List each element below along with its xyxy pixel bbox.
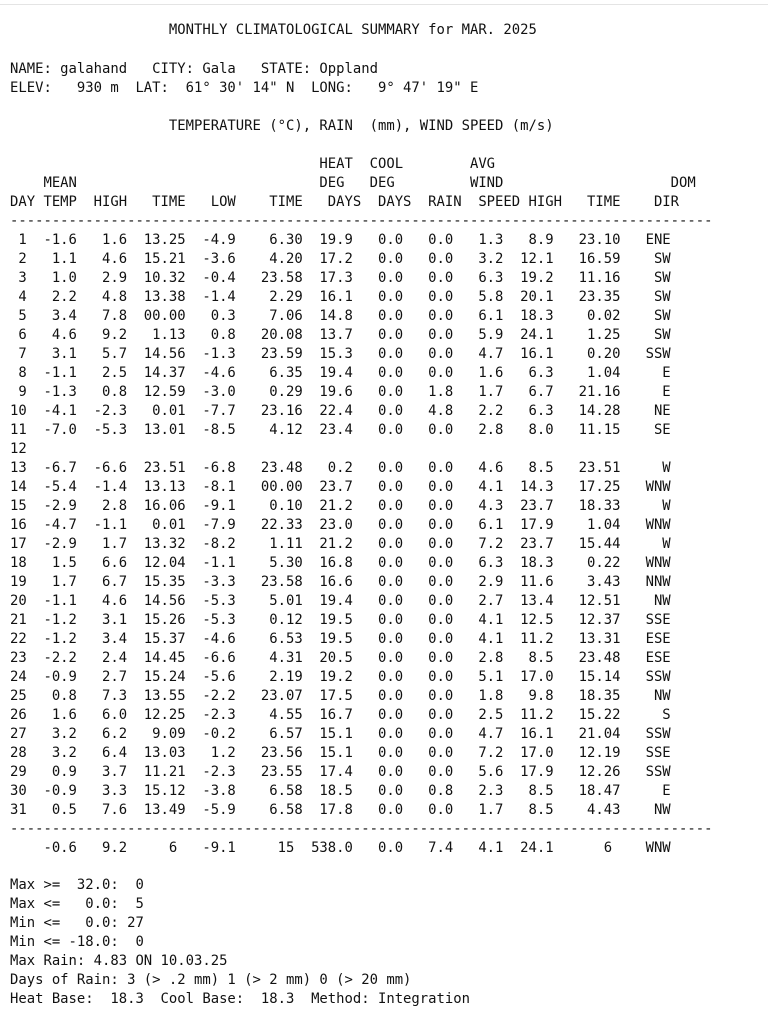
summary-line: Heat Base: 18.3 Cool Base: 18.3 Method: Integration (10, 991, 470, 1007)
table-header-separator: ------------------------------------------------------------------------------------ (10, 213, 713, 229)
table-row: 4 2.2 4.8 13.38 -1.4 2.29 16.1 0.0 0.0 5.8 20.1 23.35 SW (10, 289, 671, 305)
summary-line: Max Rain: 4.83 ON 10.03.25 (10, 953, 228, 969)
table-row: 12 (10, 441, 27, 457)
table-footer-separator: ------------------------------------------------------------------------------------ (10, 821, 713, 837)
table-row: 17 -2.9 1.7 13.32 -8.2 1.11 21.2 0.0 0.0 7.2 23.7 15.44 W (10, 536, 671, 552)
table-row: 14 -5.4 -1.4 13.13 -8.1 00.00 23.7 0.0 0.0 4.1 14.3 17.25 WNW (10, 479, 671, 495)
table-row: 1 -1.6 1.6 13.25 -4.9 6.30 19.9 0.0 0.0 1.3 8.9 23.10 ENE (10, 232, 671, 248)
top-border-rule (0, 0, 768, 5)
summary-block (10, 876, 470, 1009)
table-row: 20 -1.1 4.6 14.56 -5.3 5.01 19.4 0.0 0.0 2.7 13.4 12.51 NW (10, 593, 671, 609)
table-row: 6 4.6 9.2 1.13 0.8 20.08 13.7 0.0 0.0 5.9 24.1 1.25 SW (10, 327, 671, 343)
report-title: MONTHLY CLIMATOLOGICAL SUMMARY for MAR. 2025 (10, 22, 537, 38)
units-line: TEMPERATURE (°C), RAIN (mm), WIND SPEED (m/s) (10, 118, 554, 134)
table-row: 22 -1.2 3.4 15.37 -4.6 6.53 19.5 0.0 0.0 4.1 11.2 13.31 ESE (10, 631, 671, 647)
table-row: 25 0.8 7.3 13.55 -2.2 23.07 17.5 0.0 0.0 1.8 9.8 18.35 NW (10, 688, 671, 704)
table-row: 30 -0.9 3.3 15.12 -3.8 6.58 18.5 0.0 0.8 2.3 8.5 18.47 E (10, 783, 671, 799)
table-header-line: HEAT COOL AVG (10, 156, 496, 172)
table-row: 19 1.7 6.7 15.35 -3.3 23.58 16.6 0.0 0.0 2.9 11.6 3.43 NNW (10, 574, 671, 590)
table-rows (10, 231, 712, 820)
table-row: 29 0.9 3.7 11.21 -2.3 23.55 17.4 0.0 0.0 5.6 17.9 12.26 SSW (10, 764, 671, 780)
table-row: 5 3.4 7.8 00.00 0.3 7.06 14.8 0.0 0.0 6.1 18.3 0.02 SW (10, 308, 671, 324)
table-row: 16 -4.7 -1.1 0.01 -7.9 22.33 23.0 0.0 0.0 6.1 17.9 1.04 WNW (10, 517, 671, 533)
table-row: 8 -1.1 2.5 14.37 -4.6 6.35 19.4 0.0 0.0 1.6 6.3 1.04 E (10, 365, 671, 381)
table-totals-row: -0.6 9.2 6 -9.1 15 538.0 0.0 7.4 4.1 24.1 6 WNW (10, 840, 671, 856)
station-name-line: NAME: galahand CITY: Gala STATE: Oppland (10, 61, 378, 77)
summary-line: Days of Rain: 3 (> .2 mm) 1 (> 2 mm) 0 (> 20 mm) (10, 972, 412, 988)
table-row: 11 -7.0 -5.3 13.01 -8.5 4.12 23.4 0.0 0.0 2.8 8.0 11.15 SE (10, 422, 671, 438)
table-row: 26 1.6 6.0 12.25 -2.3 4.55 16.7 0.0 0.0 2.5 11.2 15.22 S (10, 707, 671, 723)
table-row: 27 3.2 6.2 9.09 -0.2 6.57 15.1 0.0 0.0 4.7 16.1 21.04 SSW (10, 726, 671, 742)
station-location-line: ELEV: 930 m LAT: 61° 30' 14" N LONG: 9° 47' 19" E (10, 80, 479, 96)
table-header-line: DAY TEMP HIGH TIME LOW TIME DAYS DAYS RAIN SPEED HIGH TIME DIR (10, 194, 680, 210)
summary-line: Max >= 32.0: 0 (10, 877, 144, 893)
table-row: 28 3.2 6.4 13.03 1.2 23.56 15.1 0.0 0.0 7.2 17.0 12.19 SSE (10, 745, 671, 761)
table-row: 15 -2.9 2.8 16.06 -9.1 0.10 21.2 0.0 0.0 4.3 23.7 18.33 W (10, 498, 671, 514)
summary-line: Max <= 0.0: 5 (10, 896, 144, 912)
table-row: 7 3.1 5.7 14.56 -1.3 23.59 15.3 0.0 0.0 4.7 16.1 0.20 SSW (10, 346, 671, 362)
summary-line: Min <= 0.0: 27 (10, 915, 144, 931)
table-row: 13 -6.7 -6.6 23.51 -6.8 23.48 0.2 0.0 0.0 4.6 8.5 23.51 W (10, 460, 671, 476)
table-row: 23 -2.2 2.4 14.45 -6.6 4.31 20.5 0.0 0.0 2.8 8.5 23.48 ESE (10, 650, 671, 666)
table-row: 2 1.1 4.6 15.21 -3.6 4.20 17.2 0.0 0.0 3.2 12.1 16.59 SW (10, 251, 671, 267)
table-row: 18 1.5 6.6 12.04 -1.1 5.30 16.8 0.0 0.0 6.3 18.3 0.22 WNW (10, 555, 671, 571)
table-row: 21 -1.2 3.1 15.26 -5.3 0.12 19.5 0.0 0.0 4.1 12.5 12.37 SSE (10, 612, 671, 628)
table-row: 24 -0.9 2.7 15.24 -5.6 2.19 19.2 0.0 0.0 5.1 17.0 15.14 SSW (10, 669, 671, 685)
summary-line: Min <= -18.0: 0 (10, 934, 144, 950)
table-row: 31 0.5 7.6 13.49 -5.9 6.58 17.8 0.0 0.0 1.7 8.5 4.43 NW (10, 802, 671, 818)
table-header-line: MEAN DEG DEG WIND DOM (10, 175, 696, 191)
table-row: 3 1.0 2.9 10.32 -0.4 23.58 17.3 0.0 0.0 6.3 19.2 11.16 SW (10, 270, 671, 286)
climate-table (10, 155, 712, 858)
table-row: 9 -1.3 0.8 12.59 -3.0 0.29 19.6 0.0 1.8 1.7 6.7 21.16 E (10, 384, 671, 400)
table-row: 10 -4.1 -2.3 0.01 -7.7 23.16 22.4 0.0 4.8 2.2 6.3 14.28 NE (10, 403, 671, 419)
